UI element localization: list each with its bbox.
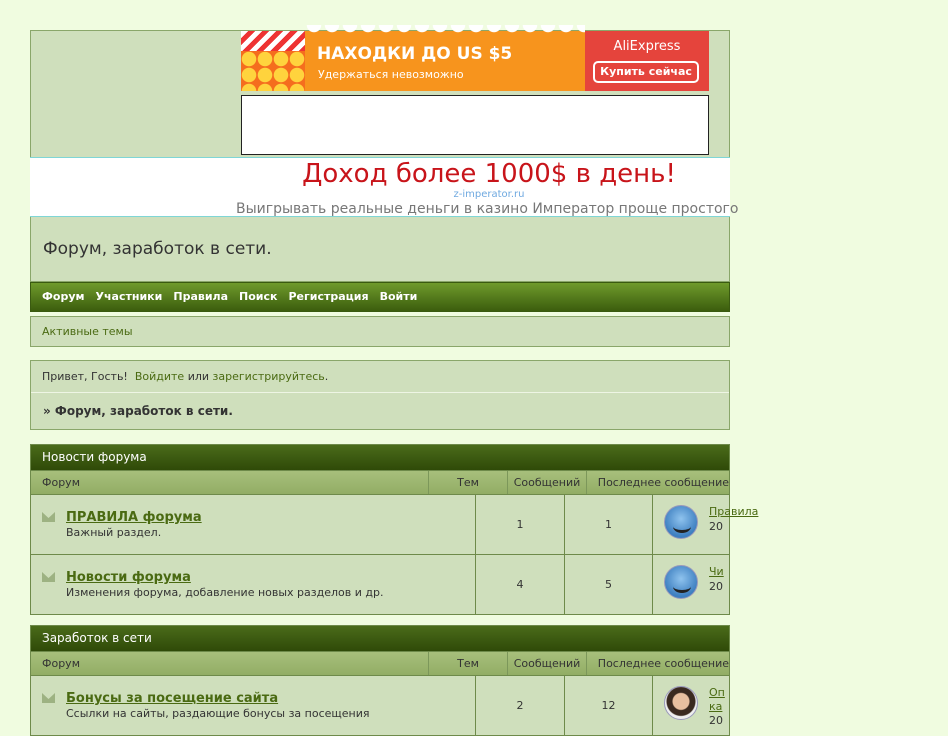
last-post-date: 20	[709, 520, 723, 533]
register-link[interactable]: зарегистрируйтесь	[212, 370, 325, 383]
category-title[interactable]: Новости форума	[31, 445, 729, 470]
last-post-link[interactable]: Оп	[709, 686, 725, 699]
forum-row	[31, 494, 759, 554]
nav-members[interactable]: Участники	[95, 290, 163, 303]
column-header-row	[31, 651, 729, 675]
greeting-text: Привет, Гость!	[42, 370, 128, 383]
main-navbar	[30, 282, 730, 312]
forum-cell	[31, 495, 476, 554]
last-post-cell	[653, 555, 729, 614]
forum-cell	[31, 676, 476, 735]
page	[30, 30, 759, 736]
last-post-cell	[653, 495, 759, 554]
col-topics: Тем	[429, 652, 508, 675]
nav-login[interactable]: Войти	[379, 290, 418, 303]
login-link[interactable]: Войдите	[134, 370, 185, 383]
active-topics-link[interactable]: Активные темы	[42, 325, 133, 338]
welcome-box	[30, 360, 730, 430]
motocross-icon	[673, 520, 691, 533]
last-post-link-line2[interactable]: ка	[709, 700, 723, 713]
ad-buy-button[interactable]: Купить сейчас	[593, 61, 699, 83]
ad-red-panel	[585, 31, 709, 91]
col-topics: Тем	[429, 471, 508, 494]
last-post-link[interactable]: Правила	[709, 505, 759, 518]
user-avatar[interactable]	[664, 686, 698, 720]
last-post-link[interactable]: Чи	[709, 565, 724, 578]
forum-envelope-icon	[42, 572, 55, 582]
user-avatar[interactable]	[664, 565, 698, 599]
nav-forum[interactable]: Форум	[42, 290, 85, 303]
or-text: или	[187, 370, 210, 383]
motocross-icon	[673, 580, 691, 593]
topics-count: 2	[476, 676, 565, 735]
posts-count: 1	[565, 495, 653, 554]
last-post-date: 20	[709, 714, 723, 727]
promo-title[interactable]: Доход более 1000$ в день!	[302, 159, 676, 189]
col-last-post: Последнее сообщение	[597, 657, 730, 670]
col-forum: Форум	[31, 471, 429, 494]
site-title: Форум, заработок в сети.	[43, 239, 272, 259]
ad-subtitle: Удержаться невозможно	[318, 68, 464, 81]
forum-description: Изменения форума, добавление новых разделов и др.	[66, 586, 384, 599]
last-post-date: 20	[709, 580, 723, 593]
nav-search[interactable]: Поиск	[239, 290, 278, 303]
ad-scallop-decor	[305, 25, 585, 35]
period-text: .	[324, 370, 329, 383]
category-news	[30, 444, 759, 615]
col-forum: Форум	[31, 652, 429, 675]
forum-description: Важный раздел.	[66, 526, 162, 539]
nav-register[interactable]: Регистрация	[288, 290, 369, 303]
forum-name-link[interactable]: Бонусы за посещение сайта	[66, 691, 279, 706]
forum-cell	[31, 555, 476, 614]
forum-envelope-icon	[42, 693, 55, 703]
breadcrumb[interactable]: » Форум, заработок в сети.	[43, 404, 233, 418]
forum-name-link[interactable]: Новости форума	[66, 570, 191, 585]
last-post-cell	[653, 676, 729, 735]
ad-headline: НАХОДКИ ДО US $5	[317, 44, 513, 64]
sub-nav-box	[30, 316, 730, 347]
posts-count: 5	[565, 555, 653, 614]
promo-banner[interactable]	[30, 157, 739, 217]
category-earnings	[30, 625, 730, 736]
col-posts: Сообщений	[508, 471, 587, 494]
promo-description[interactable]: Выигрывать реальные деньги в казино Император проще простого	[236, 201, 739, 217]
forum-description: Ссылки на сайты, раздающие бонусы за посещения	[66, 707, 370, 720]
user-avatar[interactable]	[664, 505, 698, 539]
ad-pattern-graphic	[241, 31, 305, 91]
forum-name-link[interactable]: ПРАВИЛА форума	[66, 510, 202, 525]
forum-row	[31, 675, 729, 735]
empty-ad-slot	[241, 95, 709, 155]
col-posts: Сообщений	[508, 652, 587, 675]
col-last-post: Последнее сообщение	[597, 476, 730, 489]
category-title[interactable]: Заработок в сети	[31, 626, 729, 651]
topics-count: 4	[476, 555, 565, 614]
welcome-line	[31, 361, 729, 393]
header-banner-area	[30, 30, 730, 157]
site-title-box	[30, 217, 730, 282]
posts-count: 12	[565, 676, 653, 735]
topics-count: 1	[476, 495, 565, 554]
ad-brand-logo: AliExpress	[613, 39, 681, 54]
column-header-row	[31, 470, 729, 494]
forum-row	[31, 554, 729, 614]
promo-site[interactable]: z-imperator.ru	[453, 189, 525, 200]
nav-rules[interactable]: Правила	[173, 290, 229, 303]
forum-envelope-icon	[42, 512, 55, 522]
aliexpress-ad-banner[interactable]	[241, 31, 709, 91]
